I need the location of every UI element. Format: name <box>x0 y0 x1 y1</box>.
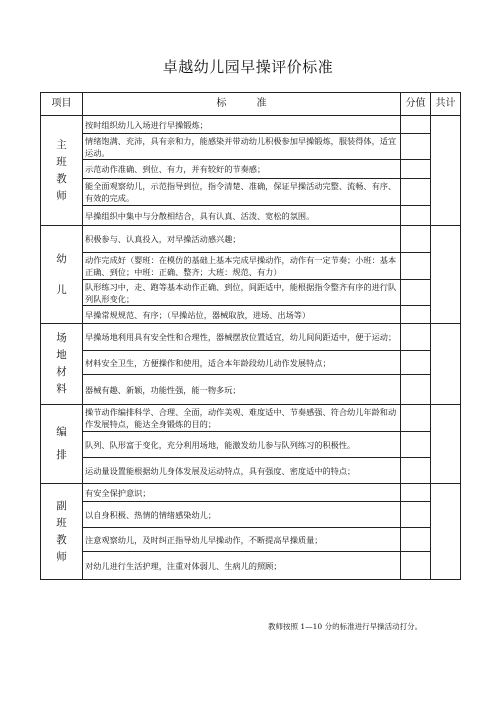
score-cell[interactable] <box>401 280 431 306</box>
header-item: 项目 <box>41 93 83 116</box>
header-standard <box>83 93 401 116</box>
table-row <box>41 502 461 528</box>
category-cell: 编 排 <box>41 405 83 484</box>
score-cell[interactable] <box>401 351 431 375</box>
score-cell[interactable] <box>401 116 431 134</box>
header-total: 共计 <box>431 93 461 116</box>
criterion-cell: 积极参与、认真投入，对早操活动感兴趣； <box>83 226 401 253</box>
header-score: 分值 <box>401 93 431 116</box>
category-cell: 副 班 教 师 <box>41 484 83 580</box>
table-row <box>41 552 461 580</box>
score-cell[interactable] <box>401 405 431 432</box>
criterion-cell: 动作完成好（婴班：在模仿的基础上基本完成早操动作，动作有一定节奏；小班：基本正确、到位；中班：正确、整齐；大班：规范、有力） <box>83 253 401 280</box>
table-row <box>41 324 461 351</box>
score-cell[interactable] <box>401 160 431 179</box>
table-row <box>41 375 461 405</box>
criterion-cell: 器械有趣、新颖，功能性强，能一物多玩； <box>83 375 401 405</box>
criterion-cell: 早操组织中集中与分散相结合，具有认真、活泼、宽松的氛围。 <box>83 206 401 226</box>
score-cell[interactable] <box>401 432 431 458</box>
criterion-cell: 按时组织幼儿入场进行早操锻炼； <box>83 116 401 134</box>
table-row <box>41 179 461 206</box>
table-row <box>41 206 461 226</box>
table-row <box>41 405 461 432</box>
score-cell[interactable] <box>401 528 431 552</box>
header-standard-char2: 准 <box>256 98 267 109</box>
score-cell[interactable] <box>401 375 431 405</box>
criterion-cell: 以自身积极、热情的情绪感染幼儿； <box>83 502 401 528</box>
score-cell[interactable] <box>401 324 431 351</box>
criterion-cell: 操节动作编排科学、合理、全面，动作美观、难度适中、节奏感强、符合幼儿年龄和动作发展特点，能达全身锻炼的目的； <box>83 405 401 432</box>
table-row <box>41 253 461 280</box>
score-cell[interactable] <box>401 552 431 580</box>
table-row <box>41 280 461 306</box>
header-standard-char1: 标 <box>216 98 227 109</box>
total-cell[interactable] <box>431 405 461 484</box>
criterion-cell: 对幼儿进行生活护理，注重对体弱儿、生病儿的照顾； <box>83 552 401 580</box>
criterion-cell: 运动量设置能根据幼儿身体发展及运动特点，具有强度、密度适中的特点； <box>83 458 401 484</box>
score-cell[interactable] <box>401 253 431 280</box>
score-cell[interactable] <box>401 206 431 226</box>
table-row <box>41 160 461 179</box>
criterion-cell: 情绪饱满、充沛，具有亲和力，能感染并带动幼儿积极参加早操锻炼，服装得体，适宜运动。 <box>83 134 401 160</box>
criterion-cell: 注意观察幼儿，及时纠正指导幼儿早操动作，不断提高早操质量； <box>83 528 401 552</box>
criterion-cell: 有安全保护意识； <box>83 484 401 502</box>
total-cell[interactable] <box>431 226 461 324</box>
score-cell[interactable] <box>401 226 431 253</box>
footnote: 教师按照 1—10 分的标准进行早操活动打分。 <box>268 622 423 631</box>
category-cell: 主 班 教 师 <box>41 116 83 226</box>
criterion-cell: 队形练习中，走、跑等基本动作正确、到位，间距适中，能根据指令整齐有序的进行队列队形变化； <box>83 280 401 306</box>
document-title: 卓越幼儿园早操评价标准 <box>162 58 334 76</box>
criterion-cell: 队列、队形富于变化，充分利用场地，能激发幼儿参与队列练习的积极性。 <box>83 432 401 458</box>
evaluation-table <box>40 92 461 580</box>
total-cell[interactable] <box>431 484 461 580</box>
total-cell[interactable] <box>431 116 461 226</box>
category-cell: 幼 儿 <box>41 226 83 324</box>
criterion-cell: 早操场地利用具有安全性和合理性，器械摆放位置适宜，幼儿间间距适中，便于运动； <box>83 324 401 351</box>
total-cell[interactable] <box>431 324 461 405</box>
table-row <box>41 351 461 375</box>
criterion-cell: 示范动作准确、到位、有力，并有较好的节奏感； <box>83 160 401 179</box>
criterion-cell: 能全面观察幼儿，示范指导到位，指令清楚、准确，保证早操活动完整、流畅、有序、有效的完成。 <box>83 179 401 206</box>
score-cell[interactable] <box>401 134 431 160</box>
table-row <box>41 528 461 552</box>
table-row <box>41 432 461 458</box>
score-cell[interactable] <box>401 484 431 502</box>
score-cell[interactable] <box>401 179 431 206</box>
table-row <box>41 306 461 324</box>
table-row <box>41 116 461 134</box>
table-row <box>41 226 461 253</box>
category-cell: 场 地 材 料 <box>41 324 83 405</box>
table-row <box>41 458 461 484</box>
criterion-cell: 早操常规规范、有序；（早操站位，器械取放，进场、出场等） <box>83 306 401 324</box>
header-row <box>41 93 461 116</box>
score-cell[interactable] <box>401 458 431 484</box>
score-cell[interactable] <box>401 502 431 528</box>
table-row <box>41 134 461 160</box>
table-row <box>41 484 461 502</box>
score-cell[interactable] <box>401 306 431 324</box>
criterion-cell: 材料安全卫生，方便操作和使用，适合本年龄段幼儿动作发展特点； <box>83 351 401 375</box>
